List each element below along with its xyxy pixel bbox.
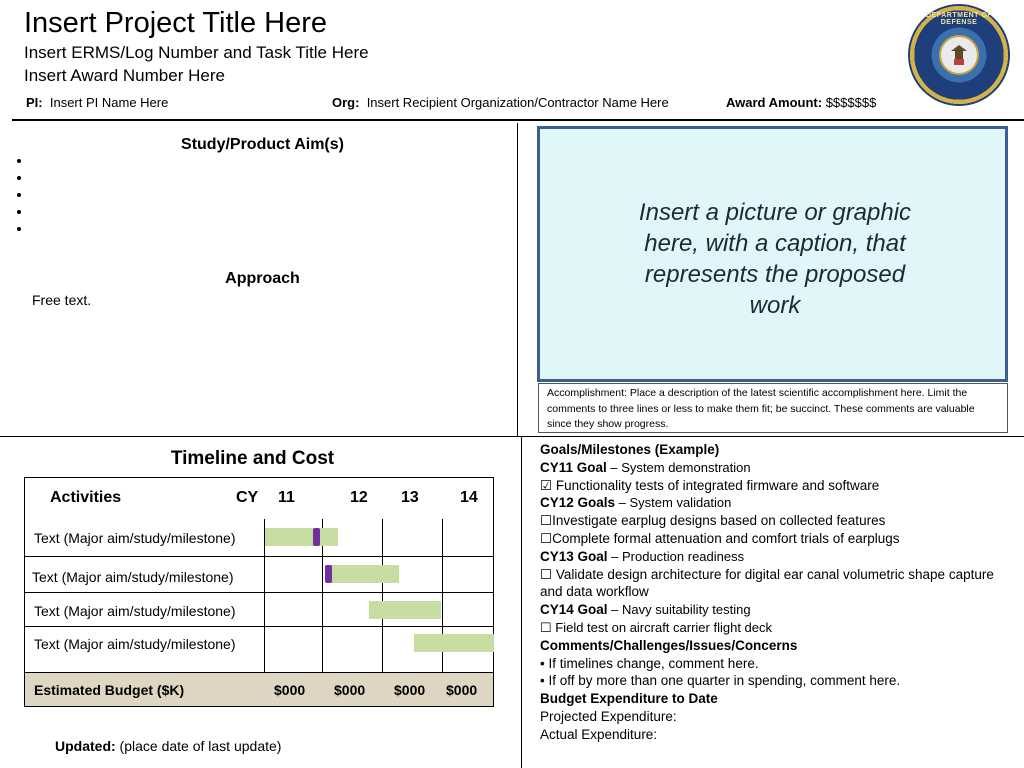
row-divider: [24, 626, 494, 627]
goal-cy12-desc: – System validation: [615, 495, 732, 511]
goals-title: Goals/Milestones (Example): [540, 442, 720, 457]
projected-expenditure: Projected Expenditure:: [540, 708, 677, 724]
timeline-table: [24, 477, 494, 707]
org-value: Insert Recipient Organization/Contractor Name Here: [366, 95, 669, 110]
updated-value: (place date of last update): [115, 738, 282, 754]
accomplishment-text: Accomplishment: Place a description of the latest scientific accomplishment here. Limit the comments to three lines or less to make them fit; be succinct. These comments are valuable since they show progress.: [547, 387, 975, 430]
goal-cy14: [540, 601, 1010, 619]
goal-cy13: [540, 548, 1010, 566]
eagle-icon: [939, 35, 979, 75]
activity-row-label: Text (Major aim/study/milestone): [34, 636, 236, 652]
activity-bar: [369, 601, 441, 619]
bottom-vertical-divider: [521, 437, 522, 768]
goal-cy13-label: CY13 Goal: [540, 548, 608, 564]
year-header-13: 13: [401, 489, 419, 506]
award-amount-value: $$$$$$$: [825, 95, 877, 110]
goal-cy12-item2: ☐Complete formal attenuation and comfort trials of earplugs: [540, 530, 900, 546]
goal-cy12: [540, 494, 1010, 512]
budget-value: $000: [334, 682, 366, 698]
activities-header: Activities: [50, 489, 122, 506]
goal-cy14-desc: – Navy suitability testing: [607, 602, 751, 618]
mid-divider: [0, 436, 1024, 437]
aims-heading: Study/Product Aim(s): [181, 136, 344, 153]
activity-row-label: Text (Major aim/study/milestone): [34, 603, 236, 619]
comment-item: • If off by more than one quarter in spending, comment here.: [540, 673, 901, 689]
milestone-marker: [325, 565, 332, 583]
goal-cy14-label: CY14 Goal: [540, 602, 608, 618]
goal-cy12-item1: ☐Investigate earplug designs based on collected features: [540, 513, 886, 529]
updated-footer: [55, 738, 281, 754]
picture-placeholder[interactable]: [537, 126, 1008, 382]
top-vertical-divider: [517, 123, 518, 436]
project-title: Insert Project Title Here: [24, 7, 327, 39]
award-number: Insert Award Number Here: [24, 66, 225, 85]
goal-cy11-label: CY11 Goal: [540, 459, 607, 475]
activity-row-label: Text (Major aim/study/milestone): [32, 569, 234, 585]
year-header-12: 12: [350, 489, 368, 506]
timeline-header-row: [24, 477, 494, 519]
header-divider: [12, 119, 1024, 121]
budget-value: $000: [274, 682, 306, 698]
budget-value: $000: [394, 682, 426, 698]
activity-bar: [265, 528, 338, 546]
year-header-14: 14: [460, 489, 478, 506]
budget-expenditure-title: Budget Expenditure to Date: [540, 691, 718, 707]
row-divider: [24, 592, 494, 593]
erms-log-number: Insert ERMS/Log Number and Task Title Here: [24, 43, 369, 62]
goal-cy11: [540, 459, 1010, 477]
year-header-11: 11: [278, 489, 295, 506]
activity-bar: [414, 634, 494, 652]
seal-text: DEPARTMENT OF DEFENSE: [925, 12, 993, 26]
picture-placeholder-text: Insert a picture or graphic here, with a caption, that represents the proposed work: [638, 199, 912, 319]
pi-field: [26, 95, 168, 110]
award-amount-label: Award Amount:: [726, 95, 823, 110]
goal-cy14-item: ☐ Field test on aircraft carrier flight deck: [540, 619, 773, 635]
pi-label: PI:: [26, 95, 43, 110]
org-field: [332, 95, 669, 110]
award-amount-field: [726, 95, 876, 110]
goal-cy13-desc: – Production readiness: [607, 548, 745, 564]
pi-value: Insert PI Name Here: [49, 95, 169, 110]
goal-cy11-item: ☑ Functionality tests of integrated firmware and software: [540, 477, 880, 493]
timeline-heading: Timeline and Cost: [170, 448, 335, 469]
updated-label: Updated:: [55, 738, 116, 754]
goal-cy13-item: ☐ Validate design architecture for digital ear canal volumetric shape capture and data workflow: [540, 566, 994, 600]
aims-list: [14, 153, 32, 238]
milestone-marker: [313, 528, 320, 546]
comments-title: Comments/Challenges/Issues/Concerns: [540, 637, 798, 653]
cy-header: CY: [236, 489, 259, 506]
goal-cy11-desc: – System demonstration: [606, 459, 751, 475]
activity-bar: [326, 565, 399, 583]
budget-label: Estimated Budget ($K): [34, 682, 185, 698]
activity-row-label: Text (Major aim/study/milestone): [34, 530, 236, 546]
accomplishment-box: [538, 383, 1008, 433]
approach-text: Free text.: [32, 292, 92, 308]
dod-seal-logo: [908, 4, 1010, 106]
goals-panel: [540, 441, 1010, 744]
comment-item: • If timelines change, comment here.: [540, 655, 759, 671]
goal-cy12-label: CY12 Goals: [540, 495, 616, 511]
org-label: Org:: [332, 95, 360, 110]
actual-expenditure: Actual Expenditure:: [540, 726, 658, 742]
approach-heading: Approach: [225, 270, 300, 287]
row-divider: [24, 556, 494, 557]
budget-value: $000: [446, 682, 478, 698]
